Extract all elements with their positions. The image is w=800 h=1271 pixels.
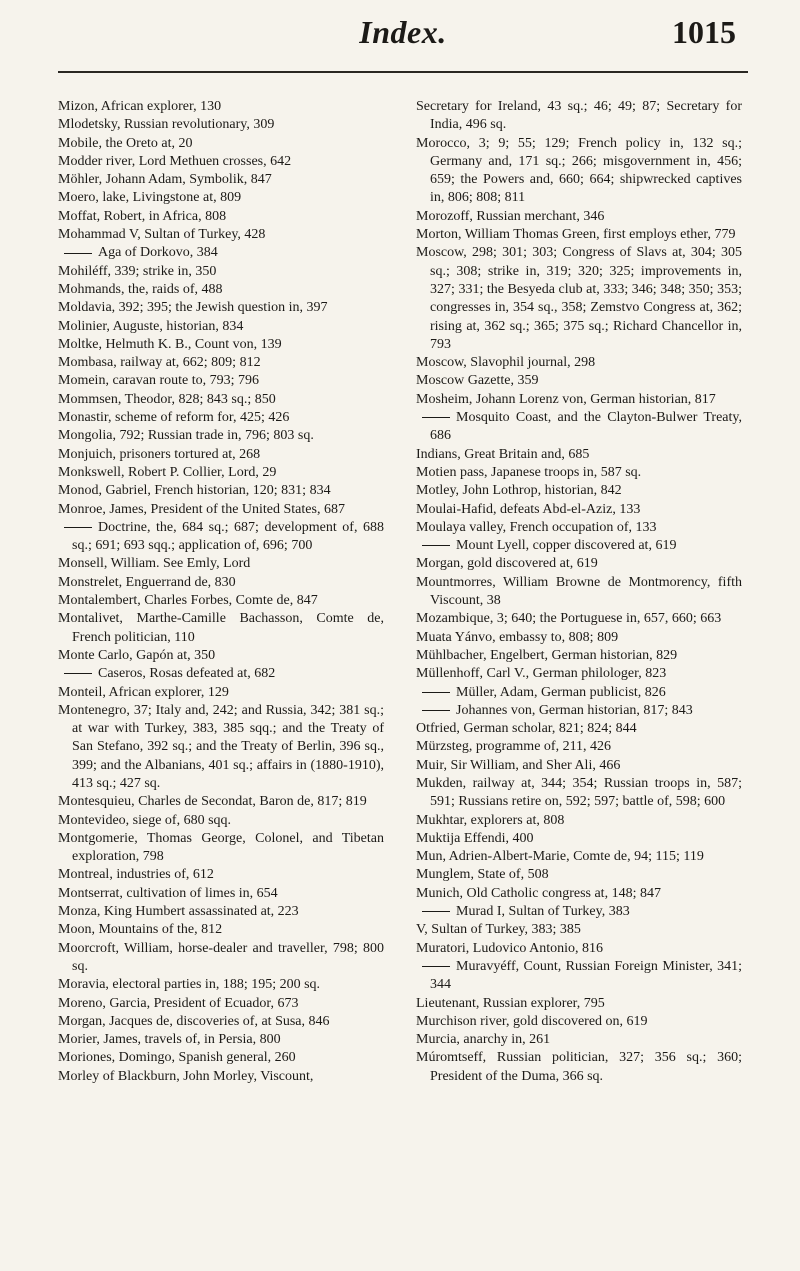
index-entry-text: Muata Yánvo, embassy to, 808; 809: [416, 629, 619, 645]
page-number: 1015: [672, 14, 736, 50]
index-entry: [58, 812, 384, 830]
repeat-dash: [422, 710, 450, 711]
index-entry-text: Müllenhoff, Carl V., German philologer, 823: [416, 666, 667, 682]
index-entry: [416, 995, 742, 1013]
index-entry-text: Moldavia, 392; 395; the Jewish question in, 397: [58, 300, 328, 316]
index-entry-text: Caseros, Rosas defeated at, 682: [98, 666, 276, 682]
index-entry: [58, 98, 384, 116]
index-entry-text: Munich, Old Catholic congress at, 148; 847: [416, 885, 661, 901]
index-entry: [416, 574, 742, 611]
index-entry-text: Murcia, anarchy in, 261: [416, 1032, 551, 1048]
index-entry: [416, 519, 742, 537]
index-entry: [58, 940, 384, 977]
page-title: Index.: [359, 14, 447, 50]
index-entry: [416, 958, 742, 995]
index-entry-text: Moffat, Robert, in Africa, 808: [58, 208, 227, 224]
index-entry: [58, 372, 384, 390]
index-entry: [58, 1049, 384, 1067]
index-entry: [416, 226, 742, 244]
repeat-dash: [64, 253, 92, 254]
index-entry-text: Moulai-Hafid, defeats Abd-el-Aziz, 133: [416, 501, 641, 517]
index-entry: [58, 189, 384, 207]
index-entry-text: Mürzsteg, programme of, 211, 426: [416, 739, 612, 755]
index-entry-text: Mizon, African explorer, 130: [58, 99, 222, 114]
repeat-dash: [422, 417, 450, 418]
index-entry-text: Montalembert, Charles Forbes, Comte de, 847: [58, 593, 318, 609]
index-entry-text: Monte Carlo, Gapón at, 350: [58, 647, 216, 663]
index-entry-text: Doctrine, the, 684 sq.; 687; development of, 688 sq.; 691; 693 sqq.; application of, 696; 700: [72, 519, 384, 554]
index-entry: [58, 519, 384, 556]
index-entry-text: Monastir, scheme of reform for, 425; 426: [58, 410, 290, 426]
index-entry: [416, 647, 742, 665]
index-entry: [416, 665, 742, 683]
index-entry-text: Muravyéff, Count, Russian Foreign Minister, 341; 344: [430, 958, 742, 993]
index-entry: [58, 263, 384, 281]
index-entry-text: Murad I, Sultan of Turkey, 383: [456, 904, 630, 920]
index-entry: [58, 171, 384, 189]
index-entry-text: Morley of Blackburn, John Morley, Viscount,: [58, 1068, 314, 1084]
index-entry-text: Morier, James, travels of, in Persia, 800: [58, 1032, 281, 1048]
index-entry: [58, 135, 384, 153]
index-entry: [416, 757, 742, 775]
index-entry-text: Mukden, railway at, 344; 354; Russian troops in, 587; 591; Russians retire on, 592; 597; battle of, 598; 600: [416, 775, 742, 810]
index-entry-text: Monroe, James, President of the United States, 687: [58, 501, 345, 517]
index-entry: [416, 866, 742, 884]
index-entry-text: Motien pass, Japanese troops in, 587 sq.: [416, 464, 642, 480]
index-entry-text: Monod, Gabriel, French historian, 120; 831; 834: [58, 483, 331, 499]
index-entry: [416, 464, 742, 482]
index-entry-text: Modder river, Lord Methuen crosses, 642: [58, 153, 292, 169]
index-entry: [416, 903, 742, 921]
index-entry-text: Mohmands, the, raids of, 488: [58, 281, 223, 297]
index-entry: [416, 720, 742, 738]
index-entry: [416, 354, 742, 372]
index-entry-text: Moulaya valley, French occupation of, 133: [416, 519, 657, 535]
index-entry-text: Aga of Dorkovo, 384: [98, 245, 218, 261]
index-entry: [58, 1013, 384, 1031]
repeat-dash: [422, 545, 450, 546]
repeat-dash: [422, 911, 450, 912]
index-entry-text: Moscow, 298; 301; 303; Congress of Slavs at, 304; 305 sq.; 308; strike in, 319; 320; 325; improvements in, 327; 331; the Besyeda club at, 333; 346; 348; 350; 353; congresses in, 354 sq., 358; Zemstvo Congress at, 362; rising at, 362 sq.; 365; 375 sq.; Richard Chancellor in, 793: [416, 245, 742, 352]
index-entry-text: Moorcroft, William, horse-dealer and traveller, 798; 800 sq.: [58, 940, 384, 974]
index-entry-text: Mommsen, Theodor, 828; 843 sq.; 850: [58, 391, 276, 407]
index-entry: [416, 738, 742, 756]
index-entry: [58, 446, 384, 464]
index-entry-text: Moltke, Helmuth K. B., Count von, 139: [58, 336, 282, 352]
index-entry: [58, 793, 384, 811]
index-entry: [416, 372, 742, 390]
index-entry-text: Munglem, State of, 508: [416, 867, 549, 883]
index-entry-text: Möhler, Johann Adam, Symbolik, 847: [58, 172, 272, 188]
index-entry: [416, 244, 742, 354]
index-entry-text: Moscow, Slavophil journal, 298: [416, 355, 596, 371]
index-entry: [416, 702, 742, 720]
index-entry: [58, 995, 384, 1013]
index-entry: [58, 354, 384, 372]
index-entry-text: Morgan, Jacques de, discoveries of, at Susa, 846: [58, 1013, 330, 1029]
index-entry-text: Montreal, industries of, 612: [58, 867, 214, 883]
index-entry: [58, 482, 384, 500]
index-entry-text: Mühlbacher, Engelbert, German historian, 829: [416, 647, 678, 663]
index-entry-text: Moon, Mountains of the, 812: [58, 922, 223, 938]
index-entry: [416, 885, 742, 903]
index-entry: [58, 336, 384, 354]
index-entry-text: Montgomerie, Thomas George, Colonel, and Tibetan exploration, 798: [58, 830, 384, 865]
index-entry: [58, 647, 384, 665]
index-entry: [416, 629, 742, 647]
index-entry: [58, 409, 384, 427]
index-entry: [58, 574, 384, 592]
index-entry-text: Mombasa, railway at, 662; 809; 812: [58, 355, 261, 371]
index-entry-text: Montalivet, Marthe-Camille Bachasson, Comte de, French politician, 110: [58, 611, 384, 645]
index-entry: [58, 665, 384, 683]
index-column-left: [58, 98, 384, 1086]
index-entry: [58, 153, 384, 171]
index-entry: [416, 684, 742, 702]
index-entry-text: Lieutenant, Russian explorer, 795: [416, 995, 605, 1011]
index-entry-text: Mountmorres, William Browne de Montmorency, fifth Viscount, 38: [416, 574, 742, 609]
index-entry: [416, 208, 742, 226]
index-entry: [58, 921, 384, 939]
repeat-dash: [422, 692, 450, 693]
index-entry: [416, 135, 742, 208]
index-entry-text: Mount Lyell, copper discovered at, 619: [456, 538, 677, 554]
index-entry-text: Monkswell, Robert P. Collier, Lord, 29: [58, 464, 277, 480]
index-entry-text: V, Sultan of Turkey, 383; 385: [416, 922, 581, 938]
index-entry-text: Moscow Gazette, 359: [416, 373, 539, 389]
index-entry-text: Monjuich, prisoners tortured at, 268: [58, 446, 261, 462]
index-entry: [416, 501, 742, 519]
index-entry-text: Mohiléff, 339; strike in, 350: [58, 263, 217, 279]
index-entry: [58, 208, 384, 226]
index-entry-text: Morton, William Thomas Green, first employs ether, 779: [416, 227, 736, 243]
index-entry: [416, 446, 742, 464]
index-entry: [416, 848, 742, 866]
index-entry: [58, 555, 384, 573]
index-entry-text: Motley, John Lothrop, historian, 842: [416, 483, 622, 499]
index-entry: [58, 464, 384, 482]
index-entry: [416, 409, 742, 446]
index-entry: [58, 592, 384, 610]
index-entry-text: Moreno, Garcia, President of Ecuador, 673: [58, 995, 299, 1011]
index-entry: [58, 281, 384, 299]
index-entry: [416, 812, 742, 830]
index-entry-text: Mlodetsky, Russian revolutionary, 309: [58, 117, 275, 133]
index-entry-text: Moriones, Domingo, Spanish general, 260: [58, 1050, 296, 1066]
index-entry: [58, 830, 384, 867]
index-entry: [58, 427, 384, 445]
repeat-dash: [422, 966, 450, 967]
index-entry: [58, 610, 384, 647]
index-entry: [58, 702, 384, 793]
index-entry-text: Mohammad V, Sultan of Turkey, 428: [58, 227, 266, 243]
page-header: [58, 14, 748, 76]
index-entry: [58, 391, 384, 409]
index-entry-text: Momein, caravan route to, 793; 796: [58, 373, 260, 389]
index-entry-text: Moravia, electoral parties in, 188; 195; 200 sq.: [58, 977, 321, 993]
index-entry: [416, 555, 742, 573]
index-entry-text: Morocco, 3; 9; 55; 129; French policy in, 132 sq.; Germany and, 171 sq.; 266; misgovernment in, 456; 659; the Powers and, 660; 664; shipwrecked captives in, 806; 808; 811: [416, 135, 742, 206]
index-entry: [416, 775, 742, 812]
index-entry: [58, 885, 384, 903]
index-column-right: [416, 98, 742, 1086]
index-entry-text: Monza, King Humbert assassinated at, 223: [58, 904, 299, 920]
index-entry: [416, 537, 742, 555]
index-entry: [58, 1031, 384, 1049]
index-entry-text: Múromtseff, Russian politician, 327; 356 sq.; 360; President of the Duma, 366 sq.: [416, 1050, 742, 1084]
index-entry-text: Mukhtar, explorers at, 808: [416, 812, 565, 828]
index-entry: [58, 116, 384, 134]
index-entry-text: Muktija Effendi, 400: [416, 830, 534, 846]
index-entry: [416, 98, 742, 135]
header-rule: [58, 71, 748, 73]
index-entry: [416, 610, 742, 628]
index-entry: [58, 976, 384, 994]
index-entry-text: Muratori, Ludovico Antonio, 816: [416, 940, 604, 956]
index-entry: [58, 1068, 384, 1086]
index-entry-text: Montserrat, cultivation of limes in, 654: [58, 885, 278, 901]
index-entry: [58, 866, 384, 884]
index-entry-text: Müller, Adam, German publicist, 826: [456, 684, 666, 700]
index-entry-text: Mun, Adrien-Albert-Marie, Comte de, 94; 115; 119: [416, 849, 704, 865]
index-entry: [416, 1013, 742, 1031]
index-entry-text: Moero, lake, Livingstone at, 809: [58, 190, 242, 206]
index-entry: [416, 391, 742, 409]
index-entry: [58, 501, 384, 519]
index-entry-text: Morgan, gold discovered at, 619: [416, 556, 598, 572]
index-entry-text: Muir, Sir William, and Sher Ali, 466: [416, 757, 621, 773]
index-entry-text: Molinier, Auguste, historian, 834: [58, 318, 244, 334]
index-entry-text: Mosheim, Johann Lorenz von, German historian, 817: [416, 391, 716, 407]
index-columns: [58, 98, 748, 1258]
repeat-dash: [64, 527, 92, 528]
index-entry-text: Johannes von, German historian, 817; 843: [456, 702, 693, 718]
index-entry-text: Monstrelet, Enguerrand de, 830: [58, 574, 236, 590]
index-entry: [58, 318, 384, 336]
index-entry-text: Secretary for Ireland, 43 sq.; 46; 49; 87; Secretary for India, 496 sq.: [416, 99, 742, 133]
index-entry: [58, 226, 384, 244]
index-entry-text: Montesquieu, Charles de Secondat, Baron de, 817; 819: [58, 794, 367, 810]
index-entry: [58, 299, 384, 317]
index-entry: [58, 903, 384, 921]
index-entry-text: Indians, Great Britain and, 685: [416, 446, 590, 462]
index-entry-text: Monsell, William. See Emly, Lord: [58, 556, 251, 572]
index-entry: [416, 940, 742, 958]
index-entry-text: Mosquito Coast, and the Clayton-Bulwer Treaty, 686: [430, 410, 742, 444]
index-entry: [416, 482, 742, 500]
index-entry: [58, 684, 384, 702]
index-entry-text: Montenegro, 37; Italy and, 242; and Russia, 342; 381 sq.; at war with Turkey, 383, 385 sqq.; and the Treaty of San Stefano, 392 sq.; and the Treaty of Berlin, 396 sq., 399; and the Albanians, 401 sq.; affairs in (1880-1910), 413 sq.; 427 sq.: [58, 702, 384, 791]
index-entry-text: Morozoff, Russian merchant, 346: [416, 208, 605, 224]
index-entry-text: Otfried, German scholar, 821; 824; 844: [416, 721, 637, 737]
index-entry-text: Montevideo, siege of, 680 sqq.: [58, 812, 232, 828]
repeat-dash: [64, 673, 92, 674]
index-entry-text: Monteil, African explorer, 129: [58, 684, 229, 700]
index-entry: [416, 1049, 742, 1086]
index-entry-text: Mongolia, 792; Russian trade in, 796; 803 sq.: [58, 428, 314, 444]
index-entry: [416, 830, 742, 848]
index-entry: [416, 1031, 742, 1049]
index-entry-text: Mozambique, 3; 640; the Portuguese in, 657, 660; 663: [416, 611, 722, 627]
index-entry: [416, 921, 742, 939]
index-entry-text: Murchison river, gold discovered on, 619: [416, 1013, 648, 1029]
index-entry-text: Mobile, the Oreto at, 20: [58, 135, 193, 151]
index-entry: [58, 244, 384, 262]
